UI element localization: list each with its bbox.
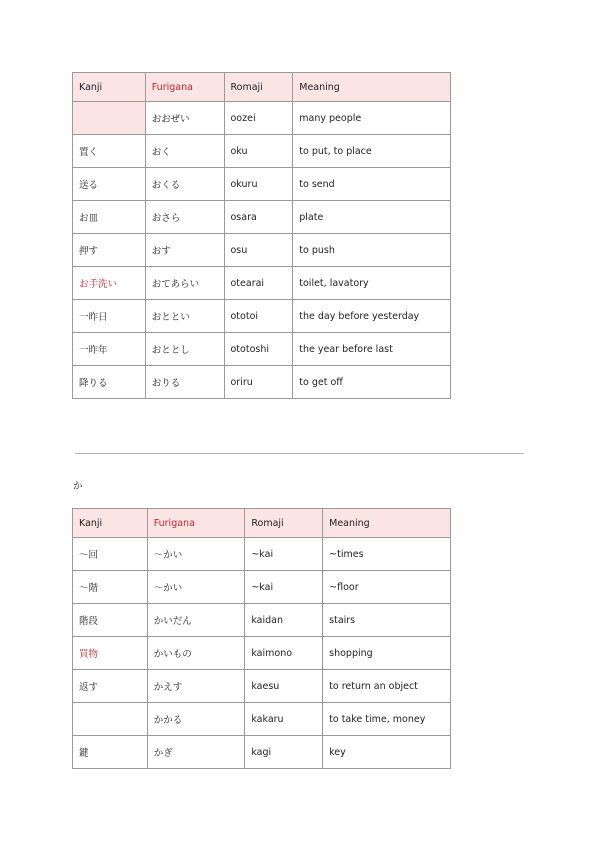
section-divider bbox=[75, 453, 524, 454]
romaji-cell: osu bbox=[224, 234, 293, 267]
table-header-row bbox=[73, 73, 451, 102]
romaji-cell: ~kai bbox=[245, 571, 323, 604]
meaning-cell: plate bbox=[293, 201, 451, 234]
kanji-cell: 返す bbox=[73, 670, 148, 703]
meaning-cell: to push bbox=[293, 234, 451, 267]
header-meaning: Meaning bbox=[323, 509, 451, 538]
meaning-cell: many people bbox=[293, 102, 451, 135]
furigana-cell: おくる bbox=[145, 168, 224, 201]
furigana-cell: かかる bbox=[147, 703, 245, 736]
kanji-cell: 降りる bbox=[73, 366, 146, 399]
kanji-cell bbox=[73, 102, 146, 135]
furigana-cell: かえす bbox=[147, 670, 245, 703]
kanji-cell: ～回 bbox=[73, 538, 148, 571]
furigana-cell: かいもの bbox=[147, 637, 245, 670]
kanji-cell: 送る bbox=[73, 168, 146, 201]
table-row bbox=[73, 300, 451, 333]
vocab-table-o bbox=[72, 72, 451, 399]
vocab-table-ka bbox=[72, 508, 451, 769]
table-row bbox=[73, 637, 451, 670]
furigana-cell: ～かい bbox=[147, 571, 245, 604]
kanji-cell: ～階 bbox=[73, 571, 148, 604]
kanji-cell: 置く bbox=[73, 135, 146, 168]
kanji-cell: 鍵 bbox=[73, 736, 148, 769]
kanji-cell bbox=[73, 703, 148, 736]
meaning-cell: ~times bbox=[323, 538, 451, 571]
romaji-cell: oozei bbox=[224, 102, 293, 135]
table-row bbox=[73, 538, 451, 571]
table-row bbox=[73, 168, 451, 201]
table-row bbox=[73, 135, 451, 168]
furigana-cell: おく bbox=[145, 135, 224, 168]
kanji-cell: 階段 bbox=[73, 604, 148, 637]
meaning-cell: stairs bbox=[323, 604, 451, 637]
kanji-cell: 押す bbox=[73, 234, 146, 267]
table-row bbox=[73, 571, 451, 604]
romaji-cell: kakaru bbox=[245, 703, 323, 736]
romaji-cell: okuru bbox=[224, 168, 293, 201]
furigana-cell: かぎ bbox=[147, 736, 245, 769]
meaning-cell: to send bbox=[293, 168, 451, 201]
header-meaning: Meaning bbox=[293, 73, 451, 102]
header-kanji: Kanji bbox=[73, 509, 148, 538]
table-row bbox=[73, 102, 451, 135]
meaning-cell: key bbox=[323, 736, 451, 769]
furigana-cell: おととい bbox=[145, 300, 224, 333]
romaji-cell: kaimono bbox=[245, 637, 323, 670]
kanji-cell: お手洗い bbox=[73, 267, 146, 300]
section-heading-ka: か bbox=[73, 481, 83, 492]
meaning-cell: toilet, lavatory bbox=[293, 267, 451, 300]
furigana-cell: おさら bbox=[145, 201, 224, 234]
romaji-cell: kaesu bbox=[245, 670, 323, 703]
meaning-cell: the day before yesterday bbox=[293, 300, 451, 333]
meaning-cell: to put, to place bbox=[293, 135, 451, 168]
furigana-cell: おおぜい bbox=[145, 102, 224, 135]
romaji-cell: kagi bbox=[245, 736, 323, 769]
table-row bbox=[73, 670, 451, 703]
header-furigana: Furigana bbox=[147, 509, 245, 538]
table-row bbox=[73, 604, 451, 637]
kanji-cell: 一昨日 bbox=[73, 300, 146, 333]
table-row bbox=[73, 201, 451, 234]
table-row bbox=[73, 703, 451, 736]
table-header-row bbox=[73, 509, 451, 538]
table-row bbox=[73, 234, 451, 267]
furigana-cell: おりる bbox=[145, 366, 224, 399]
furigana-cell: かいだん bbox=[147, 604, 245, 637]
kanji-cell: 一昨年 bbox=[73, 333, 146, 366]
meaning-cell: ~floor bbox=[323, 571, 451, 604]
romaji-cell: ototoi bbox=[224, 300, 293, 333]
romaji-cell: oku bbox=[224, 135, 293, 168]
kanji-cell: 買物 bbox=[73, 637, 148, 670]
table-row bbox=[73, 267, 451, 300]
romaji-cell: kaidan bbox=[245, 604, 323, 637]
meaning-cell: the year before last bbox=[293, 333, 451, 366]
romaji-cell: otearai bbox=[224, 267, 293, 300]
meaning-cell: to get off bbox=[293, 366, 451, 399]
furigana-cell: おととし bbox=[145, 333, 224, 366]
meaning-cell: to return an object bbox=[323, 670, 451, 703]
meaning-cell: to take time, money bbox=[323, 703, 451, 736]
table-row bbox=[73, 333, 451, 366]
header-romaji: Romaji bbox=[245, 509, 323, 538]
header-romaji: Romaji bbox=[224, 73, 293, 102]
romaji-cell: ototoshi bbox=[224, 333, 293, 366]
meaning-cell: shopping bbox=[323, 637, 451, 670]
kanji-cell: お皿 bbox=[73, 201, 146, 234]
romaji-cell: osara bbox=[224, 201, 293, 234]
romaji-cell: oriru bbox=[224, 366, 293, 399]
header-furigana: Furigana bbox=[145, 73, 224, 102]
header-kanji: Kanji bbox=[73, 73, 146, 102]
furigana-cell: おてあらい bbox=[145, 267, 224, 300]
table-row bbox=[73, 736, 451, 769]
romaji-cell: ~kai bbox=[245, 538, 323, 571]
table-row bbox=[73, 366, 451, 399]
furigana-cell: ～かい bbox=[147, 538, 245, 571]
furigana-cell: おす bbox=[145, 234, 224, 267]
